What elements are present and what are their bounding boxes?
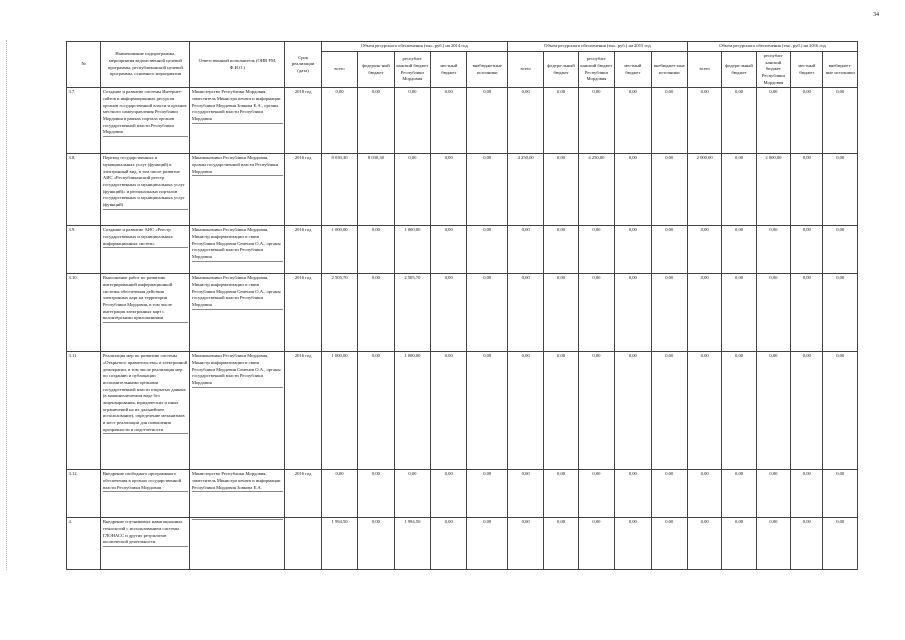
row-executor — [190, 88, 285, 154]
row-term: 2018 год — [285, 88, 321, 154]
amount-cell: 0,00 — [651, 470, 687, 518]
amount-cell: 0,00 — [431, 518, 467, 570]
amount-cell: 0,00 — [687, 352, 721, 470]
amount-cell: 0,00 — [651, 88, 687, 154]
amount-cell: 1 000,00 — [394, 352, 430, 470]
binding-margin-line — [6, 40, 8, 570]
amount-cell: 0,00 — [578, 226, 614, 274]
table-body — [67, 88, 858, 570]
amount-cell: 0,00 — [467, 470, 507, 518]
sub-header: местный бюджет — [615, 52, 651, 88]
row-executor-text: Министерство Республики Мордовия, заместитель Министра печати и информации Республики Мордовия Зовкова Е.А. — [192, 471, 283, 492]
table-row — [67, 226, 858, 274]
amount-cell: 0,00 — [431, 88, 467, 154]
amount-cell: 0,00 — [687, 470, 721, 518]
row-name-text: Создание и развитие АИС «Реестр государственных и муниципальных информационных систем» — [103, 227, 188, 248]
amount-cell: 0,00 — [431, 274, 467, 352]
row-number: 4. — [67, 518, 101, 570]
row-term: 2016 год — [285, 226, 321, 274]
amount-cell: 0,00 — [615, 470, 651, 518]
amount-cell: 0,00 — [651, 154, 687, 226]
amount-cell: 0,00 — [823, 274, 858, 352]
amount-cell: 1 994,50 — [394, 518, 430, 570]
sub-header: местный бюджет — [431, 52, 467, 88]
row-executor — [190, 154, 285, 226]
amount-cell: 0,00 — [615, 88, 651, 154]
amount-cell: 0,00 — [823, 470, 858, 518]
amount-cell: 0,00 — [358, 470, 394, 518]
table-row — [67, 154, 858, 226]
amount-cell: 0,00 — [615, 226, 651, 274]
amount-cell: 1 000,00 — [394, 226, 430, 274]
sub-header: федера-льный бюджет — [722, 52, 756, 88]
row-name-text: Внедрение спутниковых навигационных технологий с использованием системы ГЛОНАСС и других результатов космической деятельности — [103, 519, 188, 547]
row-term: 2016 год — [285, 352, 321, 470]
amount-cell: 0,00 — [431, 226, 467, 274]
page-number: 34 — [873, 12, 879, 18]
amount-cell: 4 250,00 — [578, 154, 614, 226]
amount-cell: 0,00 — [507, 518, 543, 570]
amount-cell: 0,00 — [578, 274, 614, 352]
amount-cell: 0,00 — [823, 226, 858, 274]
row-name-text: Реализация мер по развитию системы «Открытого правительства» в электронной демократии, в том числе реализация мер по созданию и публикации исполнительными органами государственной власти открытых данных (в машиночитаемом виде без лицензирования, юридических и иных ограничений на их дальнейшее использование), определение механизмов и мест реализации для повышения прозрачности и подотчетности — [103, 353, 188, 434]
amount-cell: 0,00 — [823, 518, 858, 570]
row-name — [101, 154, 190, 226]
amount-cell: 0,00 — [544, 352, 578, 470]
amount-cell: 0,00 — [358, 274, 394, 352]
amount-cell: 0,00 — [722, 88, 756, 154]
amount-cell: 0,00 — [791, 154, 823, 226]
amount-cell: 1 994,50 — [321, 518, 357, 570]
row-executor-text: Минэкономики Республики Мордовия, Министр информатизации и связи Республики Мордовия Семенов О.А., органы государственной власти Республики Мордовия — [192, 227, 283, 261]
row-executor — [190, 352, 285, 470]
amount-cell: 0,00 — [578, 352, 614, 470]
amount-cell: 0,00 — [823, 88, 858, 154]
amount-cell: 0,00 — [791, 226, 823, 274]
amount-cell: 0,00 — [467, 88, 507, 154]
sub-header: всего — [687, 52, 721, 88]
amount-cell: 0,00 — [722, 154, 756, 226]
amount-cell: 0,00 — [467, 226, 507, 274]
resource-table — [66, 41, 858, 570]
row-name — [101, 352, 190, 470]
col-num-header: № — [67, 42, 101, 88]
row-number: 3.8. — [67, 154, 101, 226]
sub-header: местный бюджет — [791, 52, 823, 88]
amount-cell: 0,00 — [651, 518, 687, 570]
amount-cell: 8 030,30 — [321, 154, 357, 226]
amount-cell: 0,00 — [578, 88, 614, 154]
amount-cell: 0,00 — [756, 470, 790, 518]
row-name — [101, 470, 190, 518]
amount-cell: 8 030,30 — [358, 154, 394, 226]
group-2016-header: Объем ресурсного обеспечения (тыс. руб.) на 2016 год — [687, 42, 857, 52]
amount-cell: 0,00 — [431, 470, 467, 518]
col-executor-header: Ответственный исполнитель (ОИВ РМ, Ф.И.О.) — [190, 42, 285, 88]
amount-cell: 0,00 — [615, 274, 651, 352]
table-row — [67, 88, 858, 154]
sub-header: внебюджет-ные источники — [823, 52, 858, 88]
row-term — [285, 518, 321, 570]
amount-cell: 0,00 — [722, 352, 756, 470]
amount-cell: 2 000,00 — [687, 154, 721, 226]
amount-cell: 0,00 — [394, 154, 430, 226]
amount-cell: 0,00 — [615, 154, 651, 226]
sub-header: внебюджет-ные источники — [651, 52, 687, 88]
amount-cell: 0,00 — [687, 88, 721, 154]
row-name — [101, 518, 190, 570]
amount-cell: 0,00 — [507, 226, 543, 274]
row-executor — [190, 226, 285, 274]
amount-cell: 0,00 — [394, 470, 430, 518]
amount-cell: 0,00 — [544, 274, 578, 352]
amount-cell: 0,00 — [507, 470, 543, 518]
amount-cell: 0,00 — [756, 226, 790, 274]
amount-cell: 0,00 — [431, 154, 467, 226]
table-row — [67, 352, 858, 470]
amount-cell: 0,00 — [791, 352, 823, 470]
row-number: 3.9. — [67, 226, 101, 274]
sub-header: республи-канский бюджет Республики Мордовия — [756, 52, 790, 88]
sub-header: республи-канский бюджет Республики Мордовия — [394, 52, 430, 88]
amount-cell: 0,00 — [791, 88, 823, 154]
amount-cell: 0,00 — [756, 88, 790, 154]
sub-header: внебюджетные источники — [467, 52, 507, 88]
row-executor-text: Минэкономики Республики Мордовия, Министр информатизации и связи Республики Мордовия Семенов О.А., органы государственной власти Республики Мордовия — [192, 275, 283, 309]
amount-cell: 0,00 — [358, 518, 394, 570]
amount-cell: 0,00 — [467, 274, 507, 352]
row-executor-text: Министерство Республики Мордовия, заместитель Министра печати и информации Республики Мордовия Зовкова Е.А., органы государственной власти Республики Мордовия — [192, 89, 283, 123]
amount-cell: 0,00 — [722, 518, 756, 570]
sub-header: республи-канский бюджет Республики Мордовия — [578, 52, 614, 88]
amount-cell: 0,00 — [467, 352, 507, 470]
sub-header: всего — [321, 52, 357, 88]
row-name-text: Создание и развитие системы Интернет-сайтов и информационных ресурсов органов государственной власти и органов местного самоуправления Республики Мордовия в рамках портала органов государственной власти Республики Мордовия — [103, 89, 188, 137]
amount-cell: 0,00 — [358, 88, 394, 154]
amount-cell: 1 000,00 — [321, 226, 357, 274]
amount-cell: 0,00 — [651, 226, 687, 274]
table-row — [67, 274, 858, 352]
row-term: 2016 год — [285, 470, 321, 518]
amount-cell: 0,00 — [823, 352, 858, 470]
row-number: 3.12. — [67, 470, 101, 518]
group-2014-header: Объем ресурсного обеспечения (тыс. руб.) на 2014 год — [321, 42, 507, 52]
amount-cell: 0,00 — [507, 274, 543, 352]
row-term: 2016 год — [285, 154, 321, 226]
amount-cell: 0,00 — [544, 518, 578, 570]
row-executor — [190, 518, 285, 570]
amount-cell: 0,00 — [467, 518, 507, 570]
amount-cell: 0,00 — [615, 352, 651, 470]
amount-cell: 0,00 — [544, 226, 578, 274]
amount-cell: 0,00 — [615, 518, 651, 570]
row-name — [101, 274, 190, 352]
amount-cell: 0,00 — [544, 154, 578, 226]
amount-cell: 0,00 — [467, 154, 507, 226]
group-2015-header: Объем ресурсного обеспечения (тыс. руб.) на 2015 год — [507, 42, 687, 52]
table-row — [67, 470, 858, 518]
amount-cell: 0,00 — [687, 518, 721, 570]
row-executor — [190, 274, 285, 352]
sub-header: федераль-ный бюджет — [358, 52, 394, 88]
row-name — [101, 226, 190, 274]
row-name-text: Внедрение свободного программного обеспечения в органах государственной власти Республики Мордовия — [103, 471, 188, 492]
row-number: 3.7. — [67, 88, 101, 154]
amount-cell: 2 000,00 — [756, 154, 790, 226]
amount-cell: 0,00 — [507, 352, 543, 470]
amount-cell: 2 505,70 — [321, 274, 357, 352]
amount-cell: 0,00 — [544, 470, 578, 518]
amount-cell: 0,00 — [722, 274, 756, 352]
amount-cell: 0,00 — [756, 352, 790, 470]
row-executor-text: Минэкономики Республики Мордовия, органы государственной власти Республики Мордовия — [192, 155, 283, 176]
amount-cell: 0,00 — [756, 274, 790, 352]
amount-cell: 0,00 — [544, 88, 578, 154]
amount-cell: 0,00 — [431, 352, 467, 470]
row-executor — [190, 470, 285, 518]
amount-cell: 0,00 — [791, 518, 823, 570]
amount-cell: 1 000,00 — [321, 352, 357, 470]
amount-cell: 2 505,70 — [394, 274, 430, 352]
amount-cell: 0,00 — [578, 470, 614, 518]
amount-cell: 0,00 — [321, 88, 357, 154]
sub-header: всего — [507, 52, 543, 88]
row-executor-text: Минэкономики Республики Мордовия, Министр информатизации и связи Республики Мордовия Семенов О.А., органы государственной власти Республики Мордовия — [192, 353, 283, 387]
amount-cell: 0,00 — [507, 88, 543, 154]
amount-cell: 0,00 — [791, 470, 823, 518]
amount-cell: 0,00 — [394, 88, 430, 154]
amount-cell: 0,00 — [687, 274, 721, 352]
row-name-text: Перевод государственных и муниципальных услуг (функций) в электронный вид, в том числе развитие АИС «Республиканский реестр государственных и муниципальных услуг (функций)» и региональных порталов государственных и муниципальных услуг (функций) — [103, 155, 188, 209]
amount-cell: 0,00 — [358, 226, 394, 274]
amount-cell: 0,00 — [823, 154, 858, 226]
table-row — [67, 518, 858, 570]
amount-cell: 4 250,00 — [507, 154, 543, 226]
row-name — [101, 88, 190, 154]
row-executor-text — [192, 519, 283, 520]
row-number: 3.11. — [67, 352, 101, 470]
amount-cell: 0,00 — [722, 226, 756, 274]
amount-cell: 0,00 — [756, 518, 790, 570]
amount-cell: 0,00 — [358, 352, 394, 470]
header-row-1 — [67, 42, 858, 52]
col-name-header: Наименование подпрограммы, мероприятия ведомственной целевой программы, республиканской целевой программы, основного мероприятия — [101, 42, 190, 88]
row-name-text: Выполнение работ по развитию интегрированной информационной системы обеспечения действия электронных карт на территории Республики Мордовия, в том числе интеграция электронных карт с волонтёрскими приложениями — [103, 275, 188, 323]
amount-cell: 0,00 — [578, 518, 614, 570]
amount-cell: 0,00 — [651, 274, 687, 352]
amount-cell: 0,00 — [791, 274, 823, 352]
col-term-header: Срок реализации (дата) — [285, 42, 321, 88]
amount-cell: 0,00 — [722, 470, 756, 518]
amount-cell: 0,00 — [687, 226, 721, 274]
row-term: 2016 год — [285, 274, 321, 352]
sub-header: федера-льный бюджет — [544, 52, 578, 88]
amount-cell: 0,00 — [651, 352, 687, 470]
row-number: 3.10. — [67, 274, 101, 352]
amount-cell: 0,00 — [321, 470, 357, 518]
